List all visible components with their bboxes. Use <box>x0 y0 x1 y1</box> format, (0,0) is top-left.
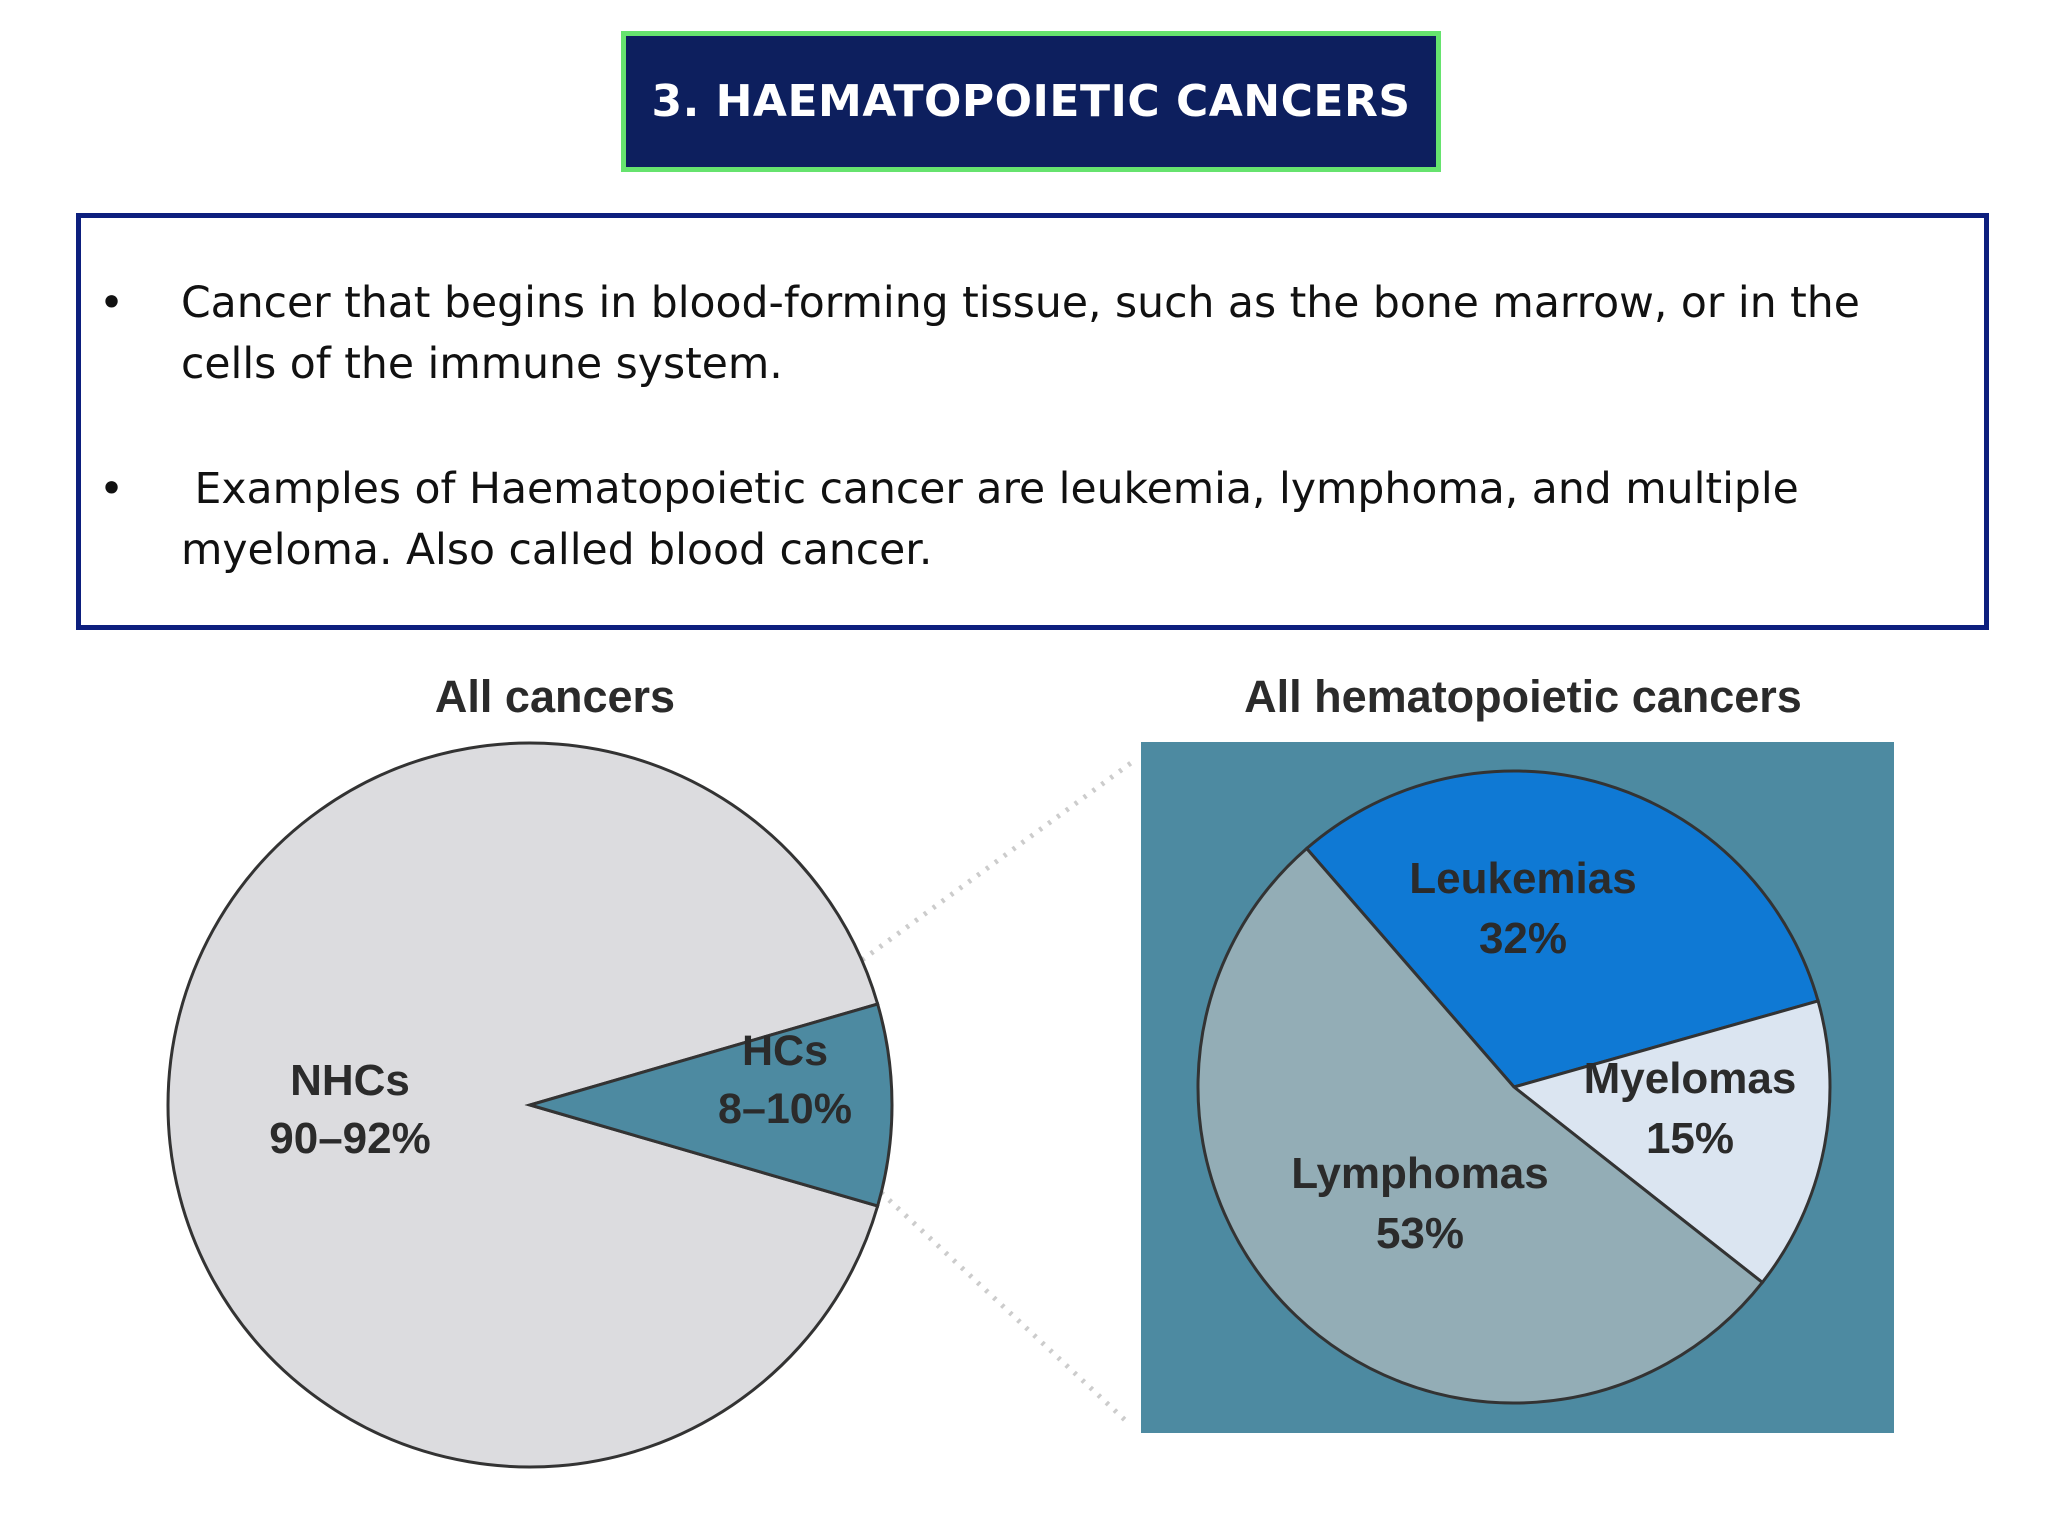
slice-value-lymphomas: 53% <box>1375 1209 1465 1258</box>
zoom-line-bottom <box>873 1185 1125 1420</box>
definition-box <box>76 213 1989 630</box>
slice-value-myelomas: 15% <box>1645 1114 1735 1163</box>
slice-label-leukemias: Leukemias <box>1409 854 1637 903</box>
slice-value-leukemias: 32% <box>1478 914 1568 963</box>
bullet-item-definition <box>99 273 1964 395</box>
bullet-marker: • <box>99 279 125 328</box>
slice-value-nhcs: 90–92% <box>269 1114 431 1163</box>
slice-label-hcs: HCs <box>741 1027 829 1075</box>
zoom-line-top <box>862 760 1135 960</box>
chart-title-all-cancers: All cancers <box>434 671 676 722</box>
bullet-text: Cancer that begins in blood-forming tissue, such as the bone marrow, or in the cells of the immune system. <box>181 279 1860 389</box>
bullet-text: Examples of Haematopoietic cancer are leukemia, lymphoma, and multiple myeloma. Also called blood cancer. <box>181 465 1813 575</box>
slice-label-lymphomas: Lymphomas <box>1291 1149 1549 1198</box>
pie-charts <box>0 650 2048 1500</box>
chart-title-hematopoietic: All hematopoietic cancers <box>1244 671 1802 722</box>
slice-label-nhcs: NHCs <box>290 1056 410 1105</box>
bullet-item-examples <box>99 459 1964 581</box>
slide-title: 3. HAEMATOPOIETIC CANCERS <box>651 76 1411 127</box>
slice-label-myelomas: Myelomas <box>1583 1054 1797 1103</box>
slice-value-hcs: 8–10% <box>718 1085 852 1133</box>
slide-title-box <box>621 31 1441 172</box>
bullet-marker: • <box>99 465 125 514</box>
